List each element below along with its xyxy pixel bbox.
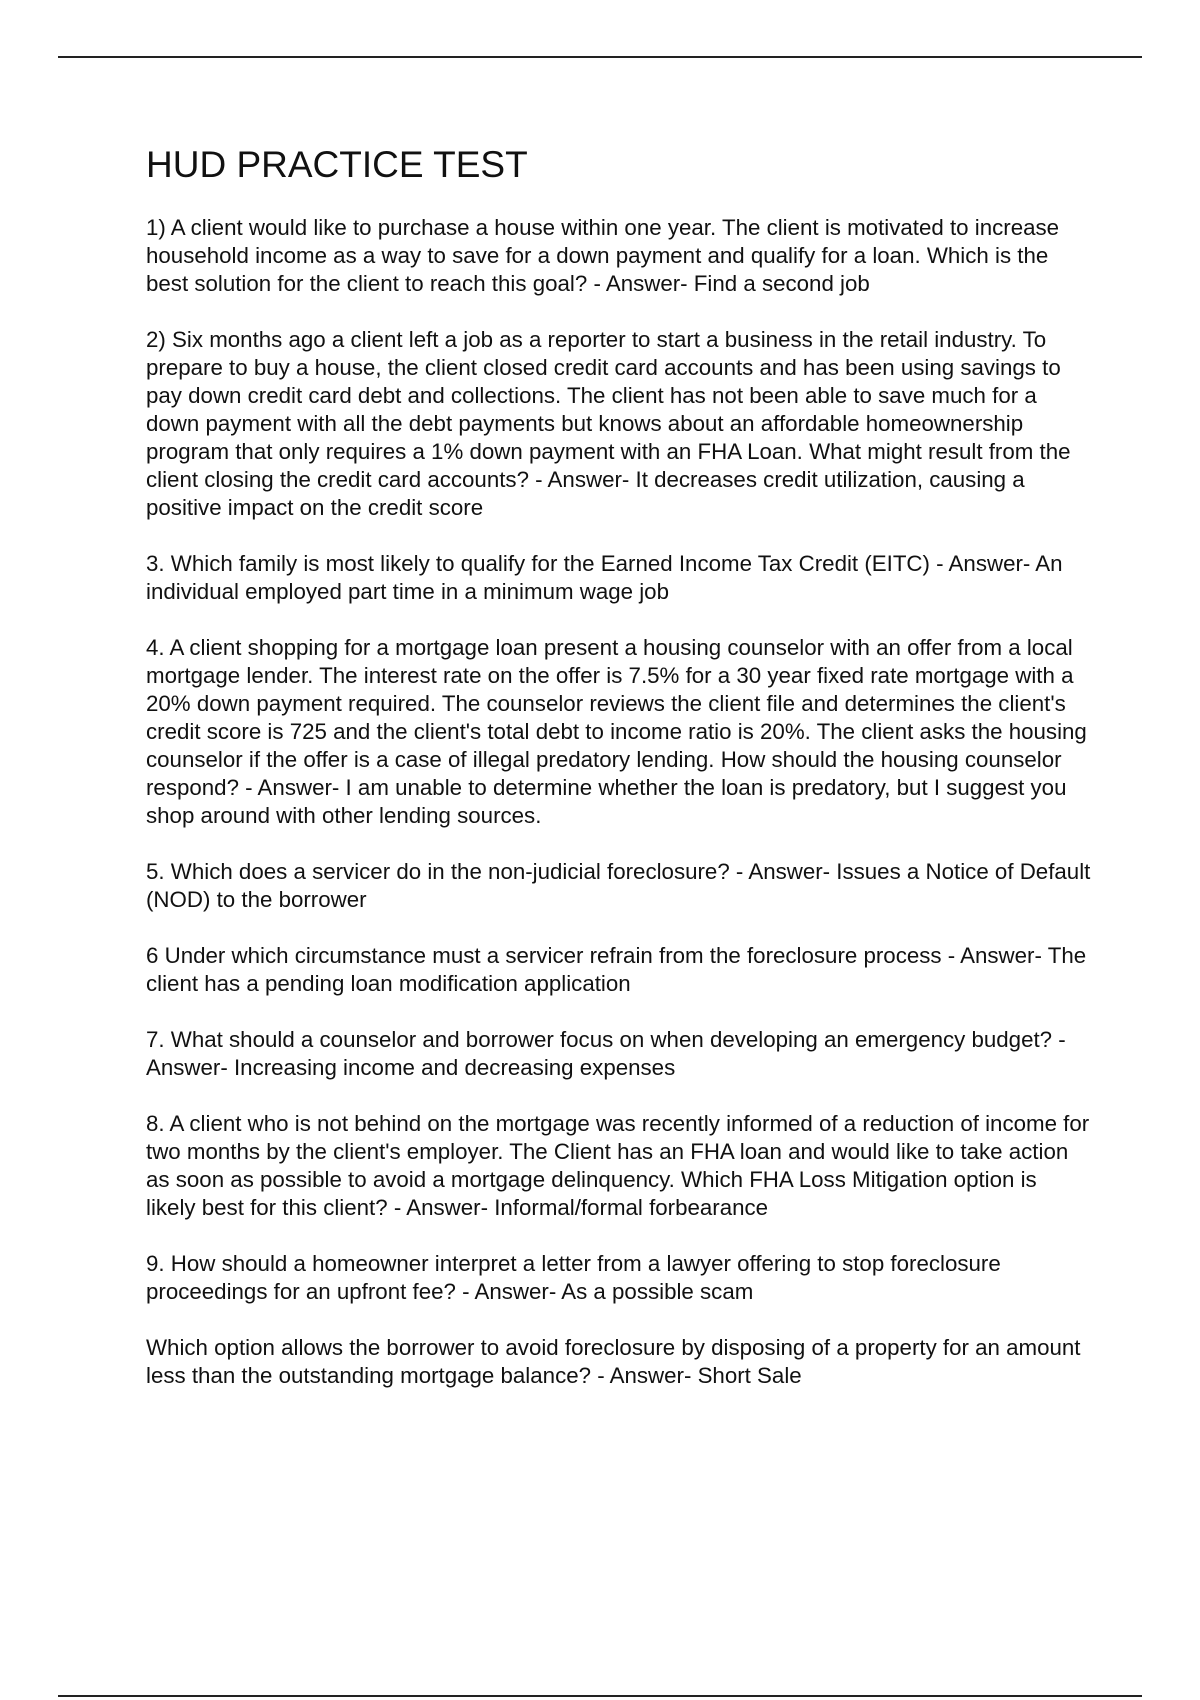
question-1: 1) A client would like to purchase a house within one year. The client is motivated to increase household income as a way to save for a down payment and qualify for a loan. Which is the best solution for the client to reach this goal? - Answer- Find a second job	[146, 215, 1060, 296]
question-10: Which option allows the borrower to avoid foreclosure by disposing of a property for an amount less than the outstanding mortgage balance? - Answer- Short Sale	[146, 1335, 1081, 1388]
question-9: 9. How should a homeowner interpret a letter from a lawyer offering to stop foreclosure proceedings for an upfront fee? - Answer- As a possible scam	[146, 1251, 1001, 1304]
document-body	[146, 142, 1091, 1418]
question-7: 7. What should a counselor and borrower focus on when developing an emergency budget? - Answer- Increasing income and decreasing expenses	[146, 1027, 1066, 1080]
page-title: HUD PRACTICE TEST	[146, 144, 528, 185]
question-6: 6 Under which circumstance must a servicer refrain from the foreclosure process - Answer- The client has a pending loan modification application	[146, 943, 1087, 996]
question-8: 8. A client who is not behind on the mortgage was recently informed of a reduction of income for two months by the client's employer. The Client has an FHA loan and would like to take action as soon as possible to avoid a mortgage delinquency. Which FHA Loss Mitigation option is likely best for this client? - Answer- Informal/formal forbearance	[146, 1111, 1090, 1220]
question-4: 4. A client shopping for a mortgage loan present a housing counselor with an offer from a local mortgage lender. The interest rate on the offer is 7.5% for a 30 year fixed rate mortgage with a 20% down payment required. The counselor reviews the client file and determines the client's credit score is 725 and the client's total debt to income ratio is 20%. The client asks the housing counselor if the offer is a case of illegal predatory lending. How should the housing counselor respond? - Answer- I am unable to determine whether the loan is predatory, but I suggest you shop around with other lending sources.	[146, 635, 1087, 828]
question-5: 5. Which does a servicer do in the non-judicial foreclosure? - Answer- Issues a Notice of Default (NOD) to the borrower	[146, 859, 1091, 912]
bottom-divider	[58, 1695, 1142, 1697]
question-3: 3. Which family is most likely to qualify for the Earned Income Tax Credit (EITC) - Answer- An individual employed part time in a minimum wage job	[146, 551, 1063, 604]
question-2: 2) Six months ago a client left a job as a reporter to start a business in the retail industry. To prepare to buy a house, the client closed credit card accounts and has been using savings to pay down credit card debt and collections. The client has not been able to save much for a down payment with all the debt payments but knows about an affordable homeownership program that only requires a 1% down payment with an FHA Loan. What might result from the client closing the credit card accounts? - Answer- It decreases credit utilization, causing a positive impact on the credit score	[146, 327, 1071, 520]
top-divider	[58, 56, 1142, 58]
